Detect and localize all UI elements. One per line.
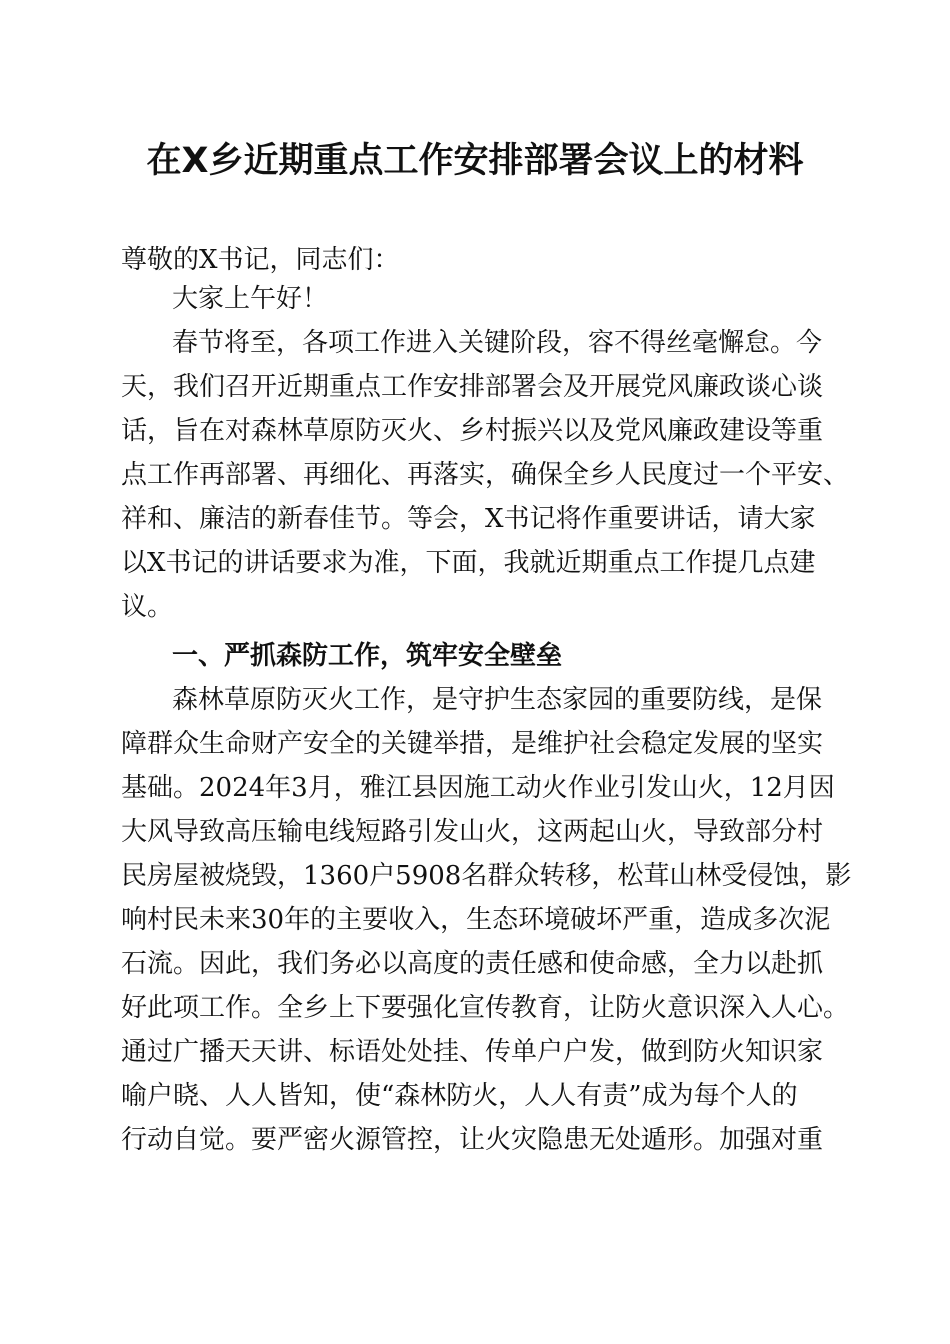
section-line: 响村民未来30年的主要收入，生态环境破坏严重，造成多次泥 [121,905,831,935]
intro-line: 天，我们召开近期重点工作安排部署会及开展党风廉政谈心谈 [121,372,824,402]
intro-line: 祥和、廉洁的新春佳节。等会，X书记将作重要讲话，请大家 [121,504,816,534]
section-line: 大风导致高压输电线短路引发山火，这两起山火，导致部分村 [121,817,824,847]
document-title: 在X乡近期重点工作安排部署会议上的材料 [146,141,804,181]
intro-line: 以X书记的讲话要求为准，下面，我就近期重点工作提几点建 [121,548,816,578]
salutation: 尊敬的X书记，同志们： [121,245,400,275]
intro-line: 点工作再部署、再细化、再落实，确保全乡人民度过一个平安、 [121,460,850,490]
intro-line: 话，旨在对森林草原防灭火、乡村振兴以及党风廉政建设等重 [121,416,824,446]
section-line: 好此项工作。全乡上下要强化宣传教育，让防火意识深入人心。 [121,993,850,1023]
section-line: 行动自觉。要严密火源管控，让火灾隐患无处遁形。加强对重 [121,1125,824,1155]
section-line: 基础。2024年3月，雅江县因施工动火作业引发山火，12月因 [121,773,835,803]
section-heading: 一、严抓森防工作，筑牢安全壁垒 [172,641,563,671]
section-line: 民房屋被烧毁，1360户5908名群众转移，松茸山林受侵蚀，影 [121,861,852,891]
section-line: 森林草原防灭火工作，是守护生态家园的重要防线，是保 [172,685,823,715]
section-line: 石流。因此，我们务必以高度的责任感和使命感，全力以赴抓 [121,949,824,979]
section-line: 通过广播天天讲、标语处处挂、传单户户发，做到防火知识家 [121,1037,824,1067]
intro-line: 议。 [121,592,174,622]
section-line: 喻户晓、人人皆知，使“森林防火，人人有责”成为每个人的 [121,1081,798,1111]
greeting: 大家上午好！ [172,284,329,314]
intro-line: 春节将至，各项工作进入关键阶段，容不得丝毫懈怠。今 [172,328,823,358]
section-line: 障群众生命财产安全的关键举措，是维护社会稳定发展的坚实 [121,729,824,759]
